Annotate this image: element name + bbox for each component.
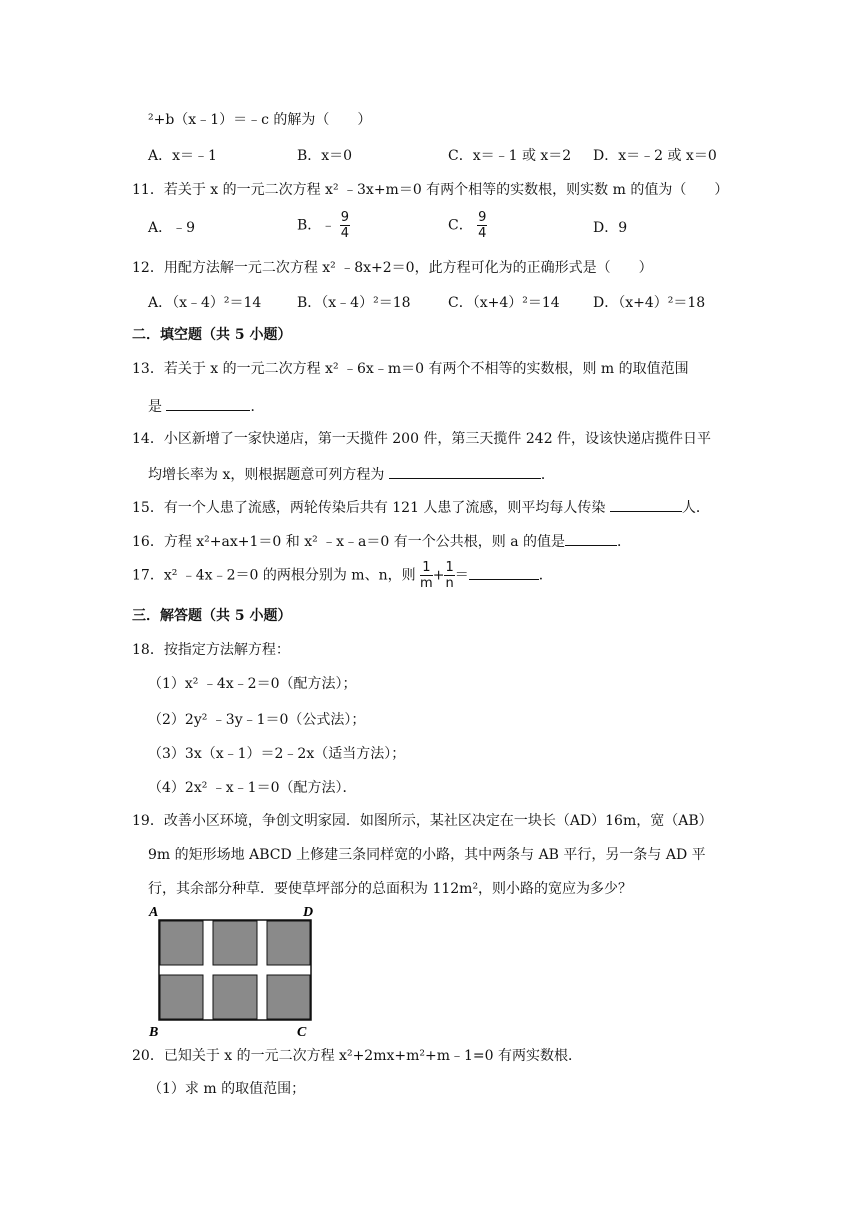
q13-stem-cont: 是 ．	[148, 396, 264, 417]
q12-option-b: B．（x﹣4）²＝18	[297, 295, 411, 311]
q19-stem-line-2: 9m 的矩形场地 ABCD 上修建三条同样宽的小路，其中两条与 AB 平行，另一条与 AD 平	[148, 847, 706, 863]
q11-option-b-fraction: $\frac{9}{4}$	[340, 210, 350, 241]
q16-answer-blank[interactable]	[565, 531, 617, 546]
q17-answer-blank[interactable]	[469, 565, 539, 580]
q18-part-1: （1）x² ﹣4x﹣2＝0（配方法）；	[148, 676, 357, 692]
q19-stem-line-1: 19．改善小区环境，争创文明家园．如图所示，某社区决定在一块长（AD）16m，宽（AB）	[132, 813, 713, 829]
q10-option-c: C．x＝﹣1 或 x＝2	[448, 148, 572, 164]
q18-part-3: （3）3x（x﹣1）＝2﹣2x（适当方法）；	[148, 746, 406, 762]
q11-option-d: D．9	[593, 220, 628, 236]
grass-plot	[213, 921, 257, 965]
section-solution-heading: 三．解答题（共 5 小题）	[132, 608, 292, 624]
q11-option-c-fraction: $\frac{9}{4}$	[478, 210, 487, 241]
q12-stem: 12．用配方法解一元二次方程 x² ﹣8x+2＝0，此方程可化为的正确形式是（ ）	[132, 260, 653, 276]
q17-fraction-2: $\frac{1}{n}$	[445, 560, 454, 591]
grass-plot	[213, 975, 257, 1019]
q18-stem: 18．按指定方法解方程：	[132, 642, 290, 658]
figure-label-d: D	[303, 905, 314, 920]
q13-stem: 13．若关于 x 的一元二次方程 x² ﹣6x﹣m＝0 有两个不相等的实数根，则 m 的取值范围	[132, 361, 689, 377]
q11-option-a: A．﹣9	[148, 220, 196, 236]
q15-answer-blank[interactable]	[610, 497, 682, 512]
q10-option-a: A．x＝﹣1	[148, 148, 217, 164]
q14-stem-cont: 均增长率为 x，则根据题意可列方程为 ．	[148, 464, 555, 485]
q19-stem-line-3: 行，其余部分种草．要使草坪部分的总面积为 112m²，则小路的宽应为多少？	[148, 881, 633, 897]
q17-stem: 17．x² ﹣4x﹣2＝0 的两根分别为 m、n，则 $\frac{1}{m}$ + $\frac{1}{n}$ ＝ ．	[132, 560, 553, 591]
q18-part-2: （2）2y² ﹣3y﹣1＝0（公式法）；	[148, 712, 366, 728]
q12-option-a: A．（x﹣4）²＝14	[148, 295, 262, 311]
q11-option-c: C． $\frac{9}{4}$	[448, 210, 487, 241]
q11-stem: 11．若关于 x 的一元二次方程 x² ﹣3x+m＝0 有两个相等的实数根，则实数 m 的值为（ ）	[132, 182, 729, 198]
q14-answer-blank[interactable]	[389, 464, 541, 479]
q18-part-4: （4）2x² ﹣x﹣1＝0（配方法）．	[148, 780, 357, 796]
grass-plot	[160, 975, 203, 1019]
q11-option-b: B．﹣ $\frac{9}{4}$	[297, 210, 350, 241]
q13-answer-blank[interactable]	[166, 396, 250, 411]
figure-label-a: A	[149, 905, 159, 920]
figure-label-c: C	[297, 1025, 307, 1038]
q20-part-1: （1）求 m 的取值范围；	[148, 1081, 306, 1097]
q12-option-c: C．（x+4）²＝14	[448, 295, 560, 311]
q20-stem: 20．已知关于 x 的一元二次方程 x²+2mx+m²+m﹣1=0 有两实数根．	[132, 1048, 582, 1064]
q10-stem-tail: ²+b（x﹣1）＝﹣c 的解为（ ）	[148, 112, 372, 128]
figure-label-b: B	[149, 1025, 159, 1038]
section-fill-in-heading: 二．填空题（共 5 小题）	[132, 327, 292, 343]
grass-plot	[160, 921, 203, 965]
q15-stem: 15．有一个人患了流感，两轮传染后共有 121 人患了流感，则平均每人传染 人．	[132, 497, 710, 518]
q16-stem: 16．方程 x²+ax+1＝0 和 x² ﹣x﹣a＝0 有一个公共根，则 a 的值是 ．	[132, 531, 631, 552]
q10-option-d: D．x＝﹣2 或 x＝0	[593, 148, 717, 164]
grass-plot	[267, 921, 310, 965]
rectangle-field-figure	[145, 902, 325, 1038]
q12-option-d: D．（x+4）²＝18	[593, 295, 706, 311]
grass-plot	[267, 975, 310, 1019]
q17-fraction-1: $\frac{1}{m}$	[420, 560, 433, 591]
q10-option-b: B．x＝0	[297, 148, 353, 164]
q14-stem: 14．小区新增了一家快递店，第一天揽件 200 件，第三天揽件 242 件，设该快递店揽件日平	[132, 431, 712, 447]
